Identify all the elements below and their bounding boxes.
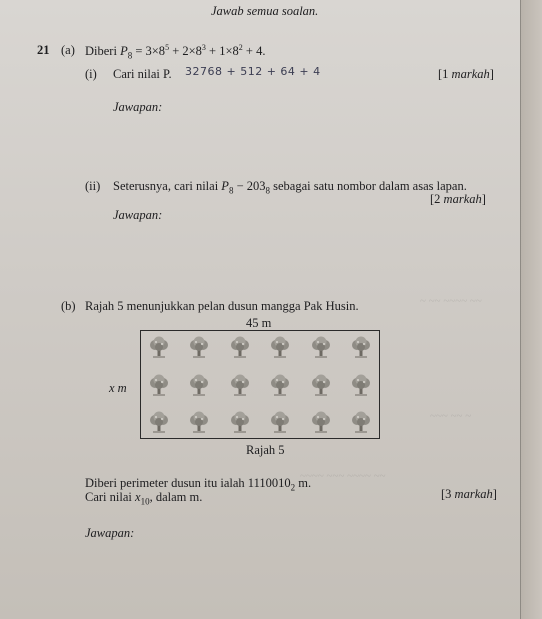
mango-tree-icon — [268, 374, 292, 396]
mango-tree-icon — [187, 411, 211, 433]
part-b-question: Cari nilai $x_{10}$, dalam m. — [85, 490, 203, 507]
part-b-marks: [3 markah] — [441, 487, 497, 501]
mango-tree-icon — [309, 374, 333, 396]
part-i-marks: [1 markah] — [438, 67, 494, 81]
mango-tree-icon — [349, 336, 373, 358]
mango-tree-icon — [309, 411, 333, 433]
page-edge — [520, 0, 542, 619]
mango-tree-icon — [349, 374, 373, 396]
mango-tree-icon — [268, 336, 292, 358]
part-a-label: (a) — [61, 43, 75, 57]
show-through-text: ~ ~~ ~~~~ ~~ — [420, 295, 482, 307]
part-a-statement: Diberi $P_8 = 3\times 8^5 + 2\times 8^3 + 1\times 8^2 + 4$. — [85, 43, 266, 61]
part-ii-marks: [2 markah] — [430, 192, 486, 206]
mango-tree-icon — [187, 336, 211, 358]
part-i-label: (i) — [85, 67, 97, 81]
question-number: 21 — [37, 43, 50, 57]
mango-tree-icon — [187, 374, 211, 396]
handwritten-working: 32768 + 512 + 64 + 4 — [185, 65, 321, 78]
instruction-header: Jawab semua soalan. — [211, 4, 319, 18]
orchard-height-label: x m — [109, 381, 127, 395]
mango-tree-icon — [309, 336, 333, 358]
part-ii-answer-label: Jawapan: — [113, 208, 163, 222]
mango-tree-icon — [228, 336, 252, 358]
part-ii-label: (ii) — [85, 179, 101, 193]
part-b-statement: Rajah 5 menunjukkan pelan dusun mangga Pak Husin. — [85, 299, 359, 313]
mango-tree-icon — [349, 411, 373, 433]
figure-caption: Rajah 5 — [246, 443, 285, 457]
part-ii-question: Seterusnya, cari nilai $P_8 - 203_8$ sebagai satu nombor dalam asas lapan. — [113, 179, 467, 196]
orchard-plan-rectangle — [140, 330, 380, 439]
orchard-width-label: 45 m — [246, 316, 272, 330]
part-b-answer-label: Jawapan: — [85, 526, 135, 540]
mango-tree-icon — [228, 411, 252, 433]
mango-tree-icon — [268, 411, 292, 433]
perimeter-statement: Diberi perimeter dusun itu ialah $1110010_2$ m. — [85, 476, 312, 493]
part-i-answer-label: Jawapan: — [113, 100, 163, 114]
part-b-label: (b) — [61, 299, 76, 313]
mango-tree-icon — [228, 374, 252, 396]
mango-tree-icon — [147, 374, 171, 396]
mango-tree-icon — [147, 411, 171, 433]
mango-tree-icon — [147, 336, 171, 358]
show-through-text: ~~~ ~~ ~ — [430, 410, 472, 422]
show-through-text: ~~~~ ~~~ ~~~~ ~~ — [300, 470, 386, 482]
part-i-question: Cari nilai P. — [113, 67, 172, 81]
